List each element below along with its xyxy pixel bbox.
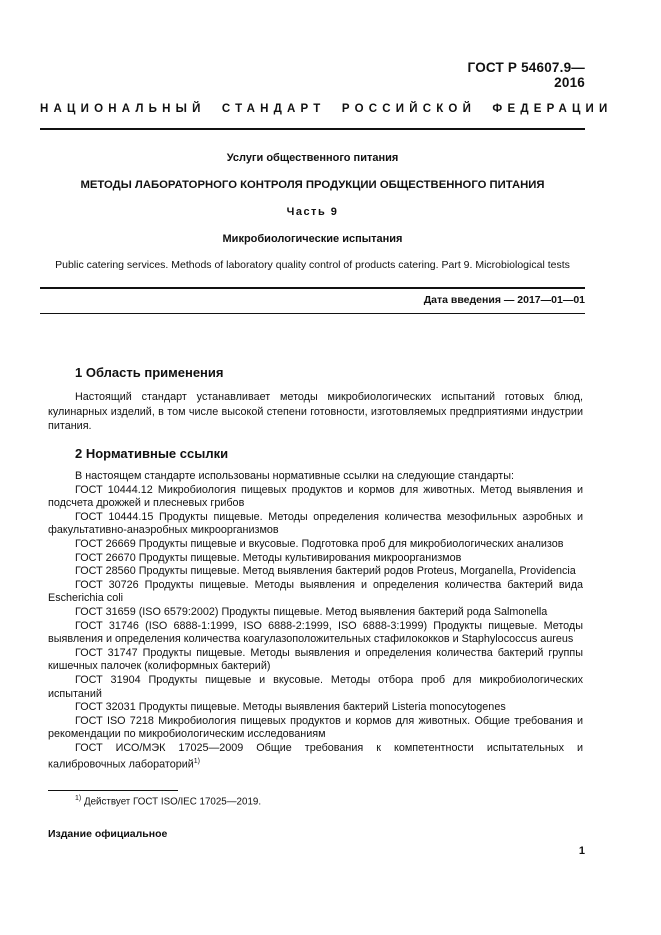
ref-item: ГОСТ 10444.15 Продукты пищевые. Методы определения количества мезофильных аэробных и факультативно-анаэробных микроорганизмов xyxy=(48,510,583,537)
section-2-heading: 2 Нормативные ссылки xyxy=(75,446,229,461)
header-rule xyxy=(40,128,585,130)
section-2-intro: В настоящем стандарте использованы нормативные ссылки на следующие стандарты: xyxy=(75,470,514,482)
national-standard-title: НАЦИОНАЛЬНЫЙ СТАНДАРТ РОССИЙСКОЙ ФЕДЕРАЦИИ xyxy=(40,103,613,115)
ref-item: ГОСТ 31659 (ISO 6579:2002) Продукты пищевые. Метод выявления бактерий рода Salmonella xyxy=(75,605,548,618)
ref-item: ГОСТ 26669 Продукты пищевые и вкусовые. Подготовка проб для микробиологических анализов xyxy=(75,537,564,550)
ref-item: ГОСТ 26670 Продукты пищевые. Методы культивирования микроорганизмов xyxy=(75,551,462,564)
section-1-heading: 1 Область применения xyxy=(75,365,224,380)
main-title: МЕТОДЫ ЛАБОРАТОРНОГО КОНТРОЛЯ ПРОДУКЦИИ ОБЩЕСТВЕННОГО ПИТАНИЯ xyxy=(80,179,545,191)
part-label: Часть 9 xyxy=(286,206,339,218)
footnote-mark: 1) xyxy=(75,795,82,802)
footnote-rule xyxy=(48,790,178,791)
ref-item: ГОСТ ISO 7218 Микробиология пищевых продуктов и кормов для животных. Общие требования и рекомендации по микробиологическим исследованиям xyxy=(48,714,583,741)
series-title: Услуги общественного питания xyxy=(226,152,399,164)
section-1-paragraph: Настоящий стандарт устанавливает методы микробиологических испытаний готовых блюд, кулинарных изделий, в том числе высокой степени готовности, изготовляемых предприятиями индустрии питания. xyxy=(48,391,583,432)
footnote xyxy=(75,795,261,807)
footnote-marker: 1) xyxy=(193,758,201,766)
ref-item-last xyxy=(48,742,583,773)
ref-item: ГОСТ 31746 (ISO 6888-1:1999, ISO 6888-2:1999, ISO 6888-3:1999) Продукты пищевые. Методы выявления и определения количества коагулазоположительных стафилококков и Staphylococcus aureus xyxy=(48,619,583,646)
ref-item: ГОСТ 31904 Продукты пищевые и вкусовые. Методы отбора проб для микробиологических испытаний xyxy=(48,673,583,700)
ref-item: ГОСТ 30726 Продукты пищевые. Методы выявления и определения количества бактерий вида Escherichia coli xyxy=(48,578,583,605)
ref-item: ГОСТ 32031 Продукты пищевые. Методы выявления бактерий Listeria monocytogenes xyxy=(75,701,506,714)
page-number: 1 xyxy=(578,845,585,857)
footnote-text: Действует ГОСТ ISO/IEC 17025—2019. xyxy=(83,796,262,808)
ref-item: ГОСТ 28560 Продукты пищевые. Метод выявления бактерий родов Proteus, Morganella, Providencia xyxy=(75,565,576,578)
english-title: Public catering services. Methods of laboratory quality control of products catering. Part 9. Microbiological tests xyxy=(55,259,570,271)
date-rule xyxy=(40,313,585,314)
section-1-text xyxy=(48,390,583,434)
ref-item: ГОСТ 31747 Продукты пищевые. Методы выявления и определения количества бактерий группы кишечных палочек (колиформных бактерий) xyxy=(48,646,583,673)
edition-label: Издание официальное xyxy=(48,828,168,840)
ref-item: ГОСТ 10444.12 Микробиология пищевых продуктов и кормов для животных. Метод выявления и подсчета дрожжей и плесневых грибов xyxy=(48,483,583,510)
title-rule xyxy=(40,287,585,289)
standard-id: ГОСТ Р 54607.9—2016 xyxy=(467,60,585,90)
introduction-date: Дата введения — 2017—01—01 xyxy=(423,294,585,306)
section-2-refs xyxy=(48,470,583,773)
subtitle: Микробиологические испытания xyxy=(222,233,403,245)
ref-item-text: ГОСТ ИСО/МЭК 17025—2009 Общие требования к компетентности испытательных и калибровочных лабораторий xyxy=(48,741,583,772)
